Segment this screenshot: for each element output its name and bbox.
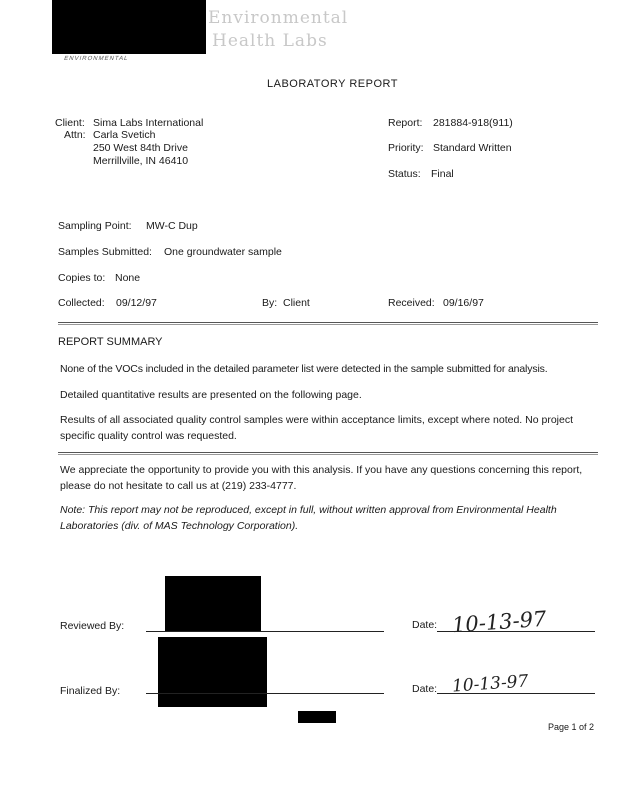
finalized-date-value: 10-13-97 bbox=[451, 671, 529, 697]
received-value: 09/16/97 bbox=[443, 297, 484, 309]
client-name: Sima Labs International bbox=[93, 117, 204, 129]
collected-value: 09/12/97 bbox=[116, 297, 157, 309]
summary-paragraph-2: Detailed quantitative results are presented on the following page. bbox=[60, 389, 362, 401]
closing-paragraph: We appreciate the opportunity to provide you with this analysis. If you have any questions concerning this report, please do not hesitate to call us at (219) 233-4777. bbox=[60, 464, 583, 492]
copies-to-value: None bbox=[115, 272, 141, 284]
status-label: Status: bbox=[388, 168, 421, 180]
redacted-stamp bbox=[298, 711, 336, 723]
letterhead-line-1: Environmental bbox=[208, 8, 349, 28]
samples-submitted-value: One groundwater sample bbox=[164, 246, 282, 258]
attn-name: Carla Svetich bbox=[93, 129, 156, 141]
received-label: Received: bbox=[388, 297, 435, 309]
finalized-by-label: Finalized By: bbox=[60, 685, 121, 697]
copies-to-label: Copies to: bbox=[58, 272, 106, 284]
redacted-reviewer-signature bbox=[165, 576, 261, 631]
letterhead-small-logo: ENVIRONMENTAL bbox=[63, 56, 130, 62]
address-line-2: Merrillville, IN 46410 bbox=[93, 155, 189, 167]
by-label: By: bbox=[262, 297, 278, 309]
letterhead-line-2: Health Labs bbox=[212, 31, 328, 51]
report-label: Report: bbox=[388, 117, 423, 129]
reviewed-date-value: 10-13-97 bbox=[451, 606, 548, 638]
sampling-point-value: MW-C Dup bbox=[146, 220, 198, 232]
summary-paragraph-1: None of the VOCs included in the detailed parameter list were detected in the sample submitted for analysis. bbox=[60, 363, 548, 375]
attn-label: Attn: bbox=[64, 129, 86, 141]
samples-submitted-label: Samples Submitted: bbox=[58, 246, 152, 258]
reviewed-date-line bbox=[437, 631, 595, 632]
finalized-date-line bbox=[437, 693, 595, 694]
summary-heading: REPORT SUMMARY bbox=[58, 336, 163, 348]
priority-value: Standard Written bbox=[433, 142, 512, 154]
finalized-date-label: Date: bbox=[412, 683, 438, 695]
reviewed-date-label: Date: bbox=[412, 619, 438, 631]
collected-label: Collected: bbox=[58, 297, 105, 309]
priority-label: Priority: bbox=[388, 142, 424, 154]
page-number: Page 1 of 2 bbox=[548, 722, 595, 732]
sampling-point-label: Sampling Point: bbox=[58, 220, 132, 232]
reviewed-signature-line bbox=[146, 631, 384, 632]
status-value: Final bbox=[431, 168, 454, 180]
divider-top bbox=[58, 322, 598, 323]
reviewed-by-label: Reviewed By: bbox=[60, 620, 125, 632]
finalized-signature-line bbox=[146, 693, 384, 694]
by-value: Client bbox=[283, 297, 310, 309]
redacted-logo-block bbox=[52, 0, 206, 54]
report-title: LABORATORY REPORT bbox=[267, 78, 398, 90]
report-number: 281884-918(911) bbox=[433, 117, 513, 129]
divider-bottom bbox=[58, 452, 598, 453]
disclaimer-note: Note: This report may not be reproduced, except in full, without written approval from Environmental Health Laboratories (div. of MAS Technology Corporation). bbox=[60, 504, 557, 532]
redacted-finalizer-signature bbox=[158, 637, 267, 707]
address-line-1: 250 West 84th Drive bbox=[93, 142, 188, 154]
client-label: Client: bbox=[55, 117, 85, 129]
summary-paragraph-3: Results of all associated quality control samples were within acceptance limits, except where noted. No project specific quality control was requested. bbox=[60, 414, 573, 442]
